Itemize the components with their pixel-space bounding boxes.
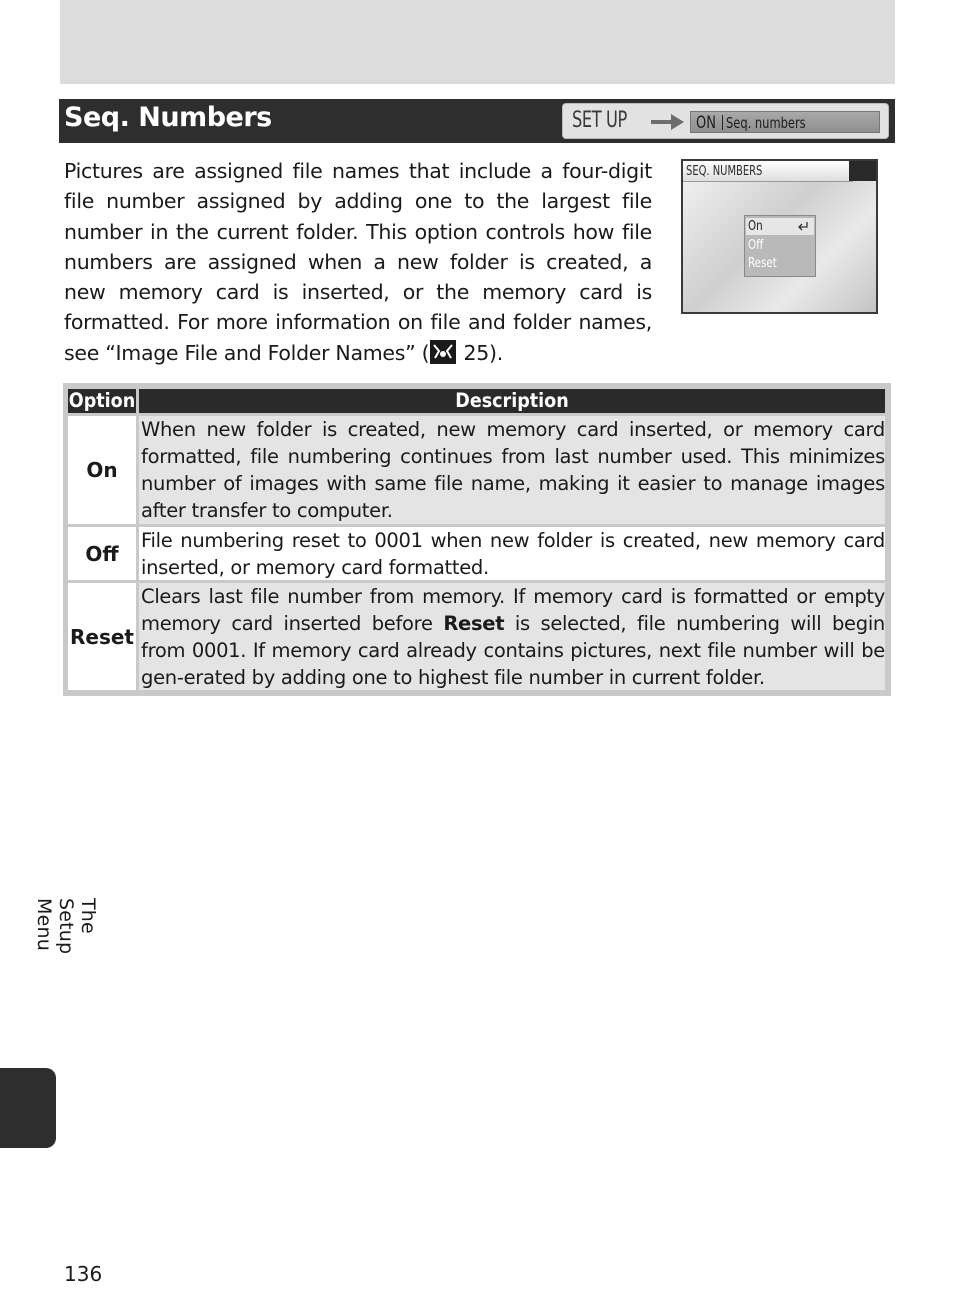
menu-path-item: Seq. numbers <box>726 114 806 132</box>
table-header-description: Description <box>139 389 885 413</box>
table-row-on-option: On <box>68 416 136 524</box>
lcd-title: SEQ. NUMBERS <box>686 164 763 179</box>
intro-page-ref: 25 <box>463 340 490 365</box>
menu-path-indicator <box>562 103 889 139</box>
description-text: When new folder is created, new memory card inserted, or memory card formatted, file numbering continues from last number used. This minimizes number of images with same file name, making it easier to manage images after transfer to computer. <box>141 418 885 522</box>
table-header-option: Option <box>68 389 136 412</box>
page-top-band <box>60 0 895 84</box>
reset-desc-bold: Reset <box>443 612 505 635</box>
lcd-options-menu <box>744 215 816 277</box>
intro-text: Pictures are assigned file names that include a four-digit file number assigned by adding one to the largest file number in the current folder. This option controls how file numbers are assigned when a new folder is created, a new memory card is inserted, or the memory card is formatted. For more information on file and folder names, see “Image File and Folder Names” ( <box>64 159 652 365</box>
lcd-option-reset: Reset <box>748 255 777 271</box>
lcd-header <box>683 161 853 182</box>
options-table <box>63 383 891 696</box>
menu-path-field <box>690 111 880 133</box>
section-side-label: The Setup Menu <box>33 898 99 955</box>
intro-close: ). <box>489 340 503 365</box>
description-text <box>141 583 885 691</box>
section-thumb-tab <box>0 1068 56 1148</box>
reset-desc-before: Clears last file number from memory. If memory card is formatted or empty memory card inserted before <box>141 585 885 635</box>
arrow-right-icon <box>651 113 685 131</box>
page-title: Seq. Numbers <box>64 102 272 133</box>
table-row-off-description <box>139 527 885 580</box>
intro-paragraph <box>64 156 652 368</box>
table-row-off-option: Off <box>68 527 136 580</box>
description-text: File numbering reset to 0001 when new folder is created, new memory card inserted, or memory card formatted. <box>141 529 885 579</box>
page-number: 136 <box>64 1262 103 1286</box>
menu-path-status: ON <box>696 113 716 133</box>
table-row-on-description <box>139 416 885 524</box>
table-row-reset-option: Reset <box>68 583 136 690</box>
return-icon <box>797 221 809 231</box>
page-reference-icon <box>430 340 456 364</box>
lcd-option-on: On <box>748 218 763 234</box>
menu-path-separator <box>722 115 723 130</box>
reset-desc-after: is selected, file numbering will begin from 0001. If memory card already contains pictures, next file number will be gen-erated by adding one to highest file number in current folder. <box>141 612 885 689</box>
section-title-bar <box>59 99 895 143</box>
lcd-option-off: Off <box>748 237 764 253</box>
camera-lcd-screenshot <box>681 159 878 314</box>
menu-path-menu-label: SET UP <box>572 108 627 133</box>
lcd-header-tab <box>849 161 876 181</box>
table-row-reset-description <box>139 583 885 690</box>
